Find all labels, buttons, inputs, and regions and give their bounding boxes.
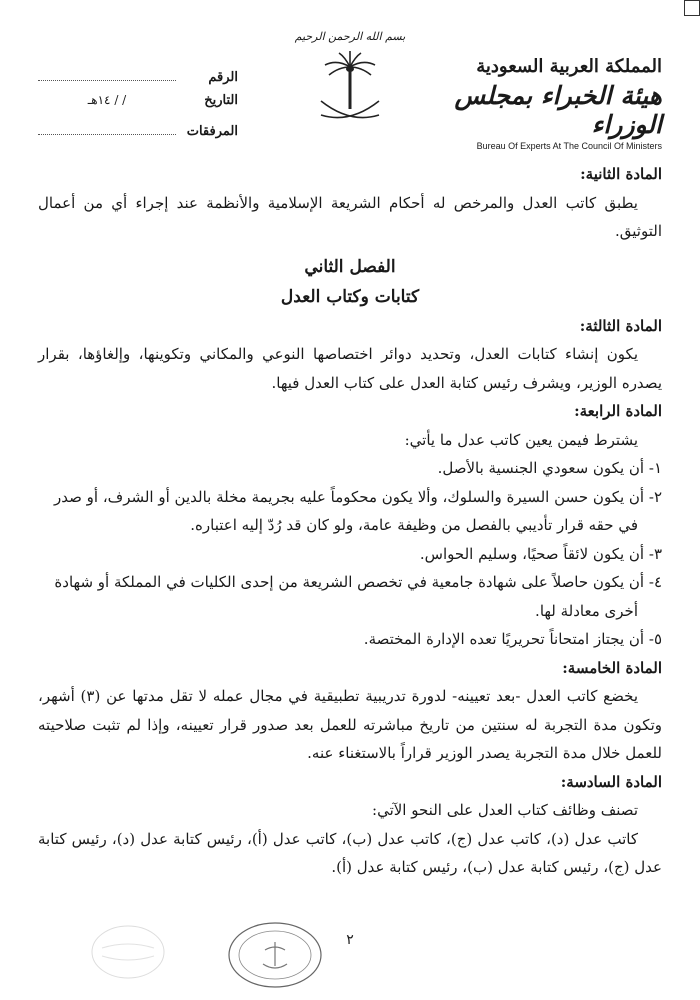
article-5-text: يخضع كاتب العدل -بعد تعيينه- لدورة تدريبية تطبيقية في مجال عمله لا تقل مدتها عن (٣) أشهر، وتكون مدة التجربة له سنتين من تاريخ مباشرته للعمل بعد صدور قرار تعيينه، وإذا لم تثبت صلاحيته للعمل خلال مدة التجربة يصدر الوزير قراراً بالاستغناء عنه.	[38, 687, 662, 762]
official-seal-stamp-icon	[225, 920, 325, 990]
article-3-heading: المادة الثالثة:	[579, 316, 662, 335]
date-value: / / ١٤هـ	[87, 93, 127, 107]
letterhead-reference-fields	[38, 66, 238, 147]
attachments-row	[38, 120, 238, 147]
article-5-heading: المادة الخامسة:	[562, 658, 662, 677]
article-4-heading: المادة الرابعة:	[574, 402, 662, 420]
basmala: بسم الله الرحمن الرحيم	[294, 30, 406, 43]
chapter-subtitle: كتابات وكتاب العدل	[280, 286, 420, 307]
letterhead-emblem	[275, 30, 425, 150]
reference-number-row	[38, 66, 238, 93]
attachments-label: المرفقات	[186, 124, 238, 139]
kingdom-name: المملكة العربية السعودية	[476, 56, 662, 77]
reference-number-label: الرقم	[208, 70, 238, 85]
article-3-text: يكون إنشاء كتابات العدل، وتحديد دوائر اختصاصها النوعي والمكاني وتكوينها، وإلغاؤها، بقرار يصدره الوزير، ويشرف رئيس كتابة العدل على كتاب العدل فيها.	[38, 345, 662, 392]
date-label: التاريخ	[204, 93, 238, 108]
article-2-heading: المادة الثانية:	[580, 165, 662, 183]
palm-swords-emblem-icon	[315, 49, 385, 129]
article-4-item-2: ٢- أن يكون حسن السيرة والسلوك، وألا يكون محكوماً عليه بجريمة مخلة بالدين أو الشرف، أو صدر في حقه قرار تأديبي بالفصل من وظيفة عامة، ولو كان قد رُدّ إليه اعتباره.	[54, 487, 662, 534]
bureau-name-arabic: هيئة الخبراء بمجلس الوزراء	[454, 81, 662, 139]
date-row	[38, 93, 238, 120]
corner-mark	[684, 0, 700, 16]
bureau-name-english: Bureau Of Experts At The Council Of Ministers	[476, 141, 662, 151]
article-2-text: يطبق كاتب العدل والمرخص له أحكام الشريعة الإسلامية والأنظمة عند إجراء أي من أعمال التوثيق.	[38, 193, 662, 240]
page-number: ٢	[346, 932, 354, 948]
letterhead-institution	[432, 56, 662, 151]
article-4-intro: يشترط فيمن يعين كاتب عدل ما يأتي:	[404, 430, 638, 449]
article-4-item-5: ٥- أن يجتاز امتحاناً تحريريًا تعده الإدارة المختصة.	[363, 630, 662, 648]
reference-number-value	[38, 66, 176, 81]
faint-seal-impression-icon	[88, 922, 168, 982]
article-6-text: كاتب عدل (د)، كاتب عدل (ج)، كاتب عدل (ب)، كاتب عدل (أ)، رئيس كتابة عدل (د)، رئيس كتابة عدل (ج)، رئيس كتابة عدل (ب)، رئيس كتابة عدل (أ).	[38, 829, 662, 876]
article-6-heading: المادة السادسة:	[560, 772, 662, 791]
attachments-value	[38, 120, 176, 135]
document-body	[38, 160, 662, 882]
chapter-title: الفصل الثاني	[304, 256, 396, 277]
article-6-intro: تصنف وظائف كتاب العدل على النحو الآتي:	[372, 801, 638, 819]
article-4-item-3: ٣- أن يكون لائقاً صحيًا، وسليم الحواس.	[419, 544, 662, 563]
article-4-item-4: ٤- أن يكون حاصلاً على شهادة جامعية في تخصص الشريعة من إحدى الكليات في المملكة أو شهادة أخرى معادلة لها.	[54, 573, 662, 620]
article-4-item-1: ١- أن يكون سعودي الجنسية بالأصل.	[437, 459, 662, 477]
